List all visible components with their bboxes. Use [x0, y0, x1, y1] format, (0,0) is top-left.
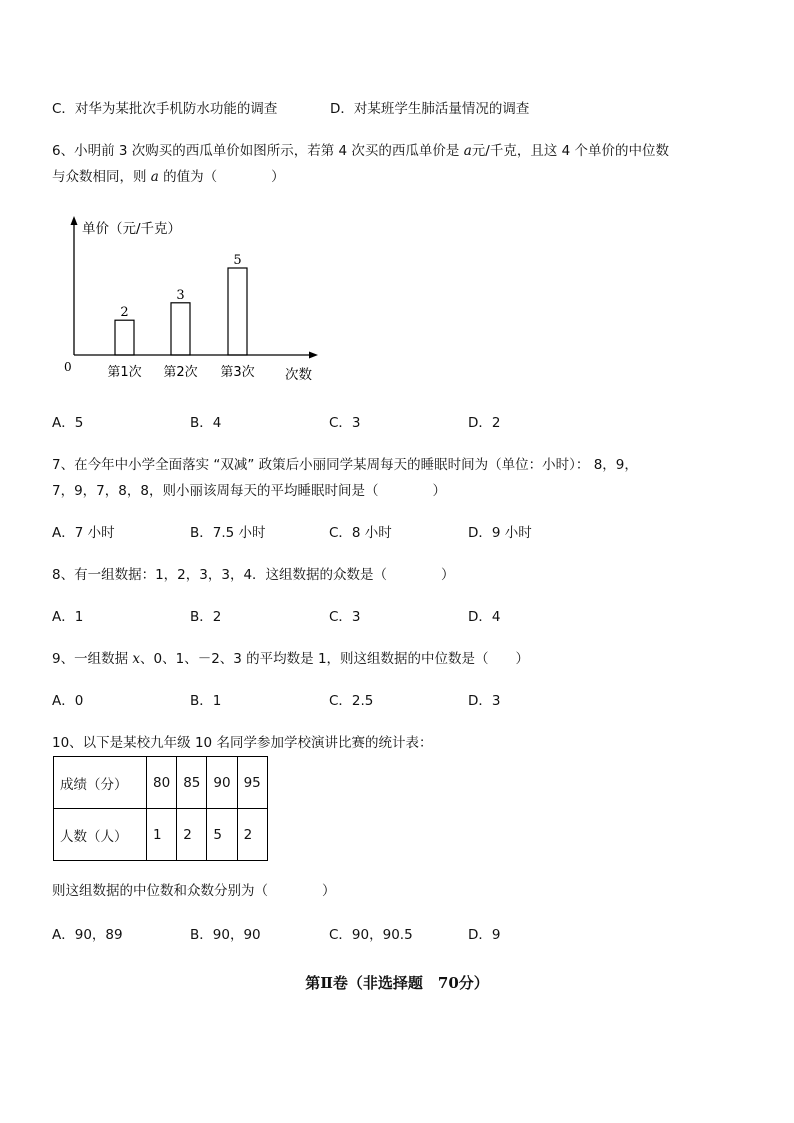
x-axis-arrow: [309, 352, 318, 359]
table-cell: 95: [237, 757, 267, 809]
q9-option-a: A．0: [52, 693, 84, 709]
table-cell: 90: [207, 757, 237, 809]
q8-option-d: D．4: [468, 609, 501, 625]
q6-option-a: A．5: [52, 415, 84, 431]
q9-var-x: x: [132, 651, 141, 667]
q6-line2-post: 的值为（ ）: [158, 169, 285, 185]
bar-value-label: 3: [176, 287, 185, 303]
q6-question-line2: [52, 167, 285, 187]
section-title: 第Ⅱ卷（非选择题 70分）: [305, 974, 489, 992]
x-tick-label: 第2次: [163, 365, 198, 380]
q7-option-b: B．7.5 小时: [190, 525, 266, 541]
price-bar-chart: [56, 212, 336, 392]
q5-option-c: C．对华为某批次手机防水功能的调查: [52, 101, 278, 117]
table-cell: 1: [147, 809, 177, 861]
q9-text-pre: 9、一组数据: [52, 651, 133, 667]
q10-option-d: D．9: [468, 927, 501, 943]
origin-label: 0: [64, 360, 72, 374]
q6-option-b: B．4: [190, 415, 222, 431]
y-axis-label: 单价（元/千克）: [82, 221, 182, 237]
q9-question: [52, 649, 529, 669]
q6-text-pre: 6、小明前 3 次购买的西瓜单价如图所示，若第 4 次买的西瓜单价是: [52, 143, 464, 159]
q6-var-a: a: [463, 143, 472, 159]
q7-question-line2: 7，9，7，8，8，则小丽该周每天的平均睡眠时间是（ ）: [52, 483, 446, 499]
q9-option-d: D．3: [468, 693, 501, 709]
q6-text-mid: 元/千克，且这 4 个单价的中位数: [471, 143, 670, 159]
table-cell: 2: [177, 809, 207, 861]
q6-question-line1: [52, 141, 669, 161]
q8-option-b: B．2: [190, 609, 222, 625]
q9-option-c: C．2.5: [329, 693, 374, 709]
q7-question-line1: 7、在今年中小学全面落实 “双减” 政策后小丽同学某周每天的睡眠时间为（单位：小时）： 8，9，: [52, 457, 638, 473]
q8-question: 8、有一组数据：1，2，3，3，4．这组数据的众数是（ ）: [52, 567, 455, 583]
y-axis-arrow: [71, 216, 78, 225]
x-tick-label: 第1次: [107, 365, 142, 380]
q9-option-b: B．1: [190, 693, 222, 709]
table-cell: 80: [147, 757, 177, 809]
q6-line2-var: a: [150, 169, 159, 185]
q6-option-d: D．2: [468, 415, 501, 431]
table-cell: 2: [237, 809, 267, 861]
q10-followup: 则这组数据的中位数和众数分别为（ ）: [52, 883, 336, 899]
q7-option-c: C．8 小时: [329, 525, 392, 541]
table-cell-label: 成绩（分）: [54, 757, 147, 809]
q10-option-b: B．90，90: [190, 927, 261, 943]
score-table: [53, 756, 268, 861]
q9-text-post: 、0、1、－2、3 的平均数是 1，则这组数据的中位数是（ ）: [140, 651, 530, 667]
table-row-score: [54, 757, 268, 809]
q8-option-a: A．1: [52, 609, 84, 625]
table-cell: 85: [177, 757, 207, 809]
q7-option-a: A．7 小时: [52, 525, 115, 541]
x-tick-label: 第3次: [220, 365, 255, 380]
bar-3: [228, 268, 247, 355]
q8-option-c: C．3: [329, 609, 361, 625]
q5-option-d: D．对某班学生肺活量情况的调查: [330, 101, 530, 117]
table-cell: 5: [207, 809, 237, 861]
q6-line2-pre: 与众数相同，则: [52, 169, 151, 185]
x-axis-label: 次数: [285, 367, 312, 383]
bar-value-label: 5: [233, 253, 242, 268]
q7-option-d: D．9 小时: [468, 525, 532, 541]
table-cell-label: 人数（人）: [54, 809, 147, 861]
table-row-count: [54, 809, 268, 861]
bars-group: [107, 253, 254, 380]
q10-option-a: A．90，89: [52, 927, 123, 943]
q10-question: 10、以下是某校九年级 10 名同学参加学校演讲比赛的统计表：: [52, 735, 433, 751]
bar-value-label: 2: [120, 305, 129, 321]
bar-1: [115, 320, 134, 355]
q10-option-c: C．90，90.5: [329, 927, 413, 943]
bar-2: [171, 303, 190, 355]
q6-option-c: C．3: [329, 415, 361, 431]
